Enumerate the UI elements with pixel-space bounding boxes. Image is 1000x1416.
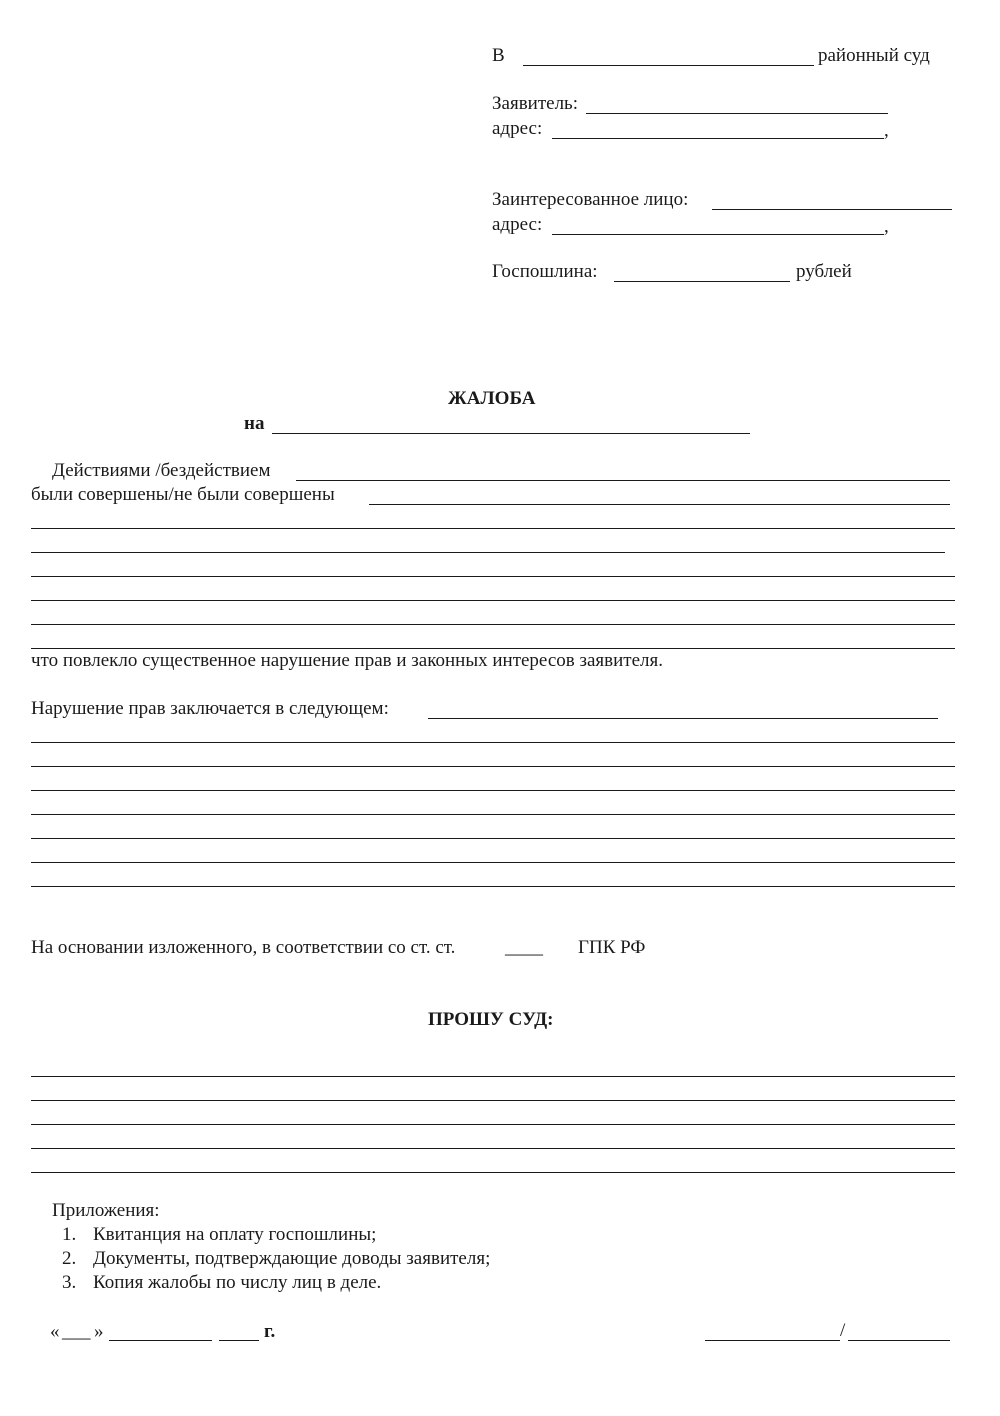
blank-line[interactable] — [31, 552, 945, 553]
article-blank[interactable]: ____ — [505, 937, 543, 958]
consequence-text: что повлекло существенное нарушение прав и законных интересов заявителя. — [31, 650, 664, 671]
blank-line[interactable] — [31, 862, 955, 863]
interested-party-address-label: адрес: — [492, 214, 543, 235]
date-year-field[interactable] — [219, 1340, 259, 1341]
actions-label: Действиями /бездействием — [52, 460, 271, 481]
blank-line[interactable] — [31, 886, 955, 887]
committed-label: были совершены/не были совершены — [31, 484, 335, 505]
complaint-subject-field[interactable] — [272, 433, 750, 434]
blank-line[interactable] — [31, 838, 955, 839]
interested-party-label: Заинтересованное лицо: — [492, 189, 689, 210]
blank-line[interactable] — [31, 766, 955, 767]
code-reference: ГПК РФ — [578, 937, 646, 958]
applicant-address-field[interactable] — [552, 138, 884, 139]
committed-field[interactable] — [369, 504, 950, 505]
attachment-item: Квитанция на оплату госпошлины; — [93, 1224, 377, 1245]
blank-line[interactable] — [31, 790, 955, 791]
blank-line[interactable] — [31, 814, 955, 815]
interested-party-field[interactable] — [712, 209, 952, 210]
court-prefix: В — [492, 45, 505, 66]
blank-line[interactable] — [31, 648, 955, 649]
attachments-title: Приложения: — [52, 1200, 160, 1221]
comma: , — [884, 216, 889, 237]
court-suffix: районный суд — [818, 45, 930, 66]
basis-text: На основании изложенного, в соответствии со ст. ст. — [31, 937, 456, 958]
date-month-field[interactable] — [109, 1340, 212, 1341]
actions-field[interactable] — [296, 480, 950, 481]
blank-line[interactable] — [31, 1076, 955, 1077]
violation-field[interactable] — [428, 718, 938, 719]
blank-line[interactable] — [31, 1148, 955, 1149]
date-close-quote: » — [94, 1321, 104, 1342]
interested-party-address-field[interactable] — [552, 234, 884, 235]
signature-field[interactable] — [705, 1340, 840, 1341]
blank-line[interactable] — [31, 528, 955, 529]
applicant-label: Заявитель: — [492, 93, 578, 114]
comma: , — [884, 120, 889, 141]
subject-prefix: на — [244, 413, 265, 434]
blank-line[interactable] — [31, 1124, 955, 1125]
blank-line[interactable] — [31, 576, 955, 577]
blank-line[interactable] — [31, 600, 955, 601]
blank-line[interactable] — [31, 624, 955, 625]
document-title: ЖАЛОБА — [448, 388, 536, 409]
request-title: ПРОШУ СУД: — [428, 1009, 554, 1030]
year-suffix: г. — [264, 1321, 276, 1342]
date-open-quote: « — [50, 1321, 60, 1342]
attachment-number: 2. — [62, 1248, 77, 1269]
date-day-field[interactable]: ___ — [62, 1321, 91, 1342]
attachment-item: Копия жалобы по числу лиц в деле. — [93, 1272, 382, 1293]
court-name-field[interactable] — [523, 65, 814, 66]
attachment-number: 1. — [62, 1224, 77, 1245]
signature-name-field[interactable] — [848, 1340, 950, 1341]
violation-label: Нарушение прав заключается в следующем: — [31, 698, 389, 719]
blank-line[interactable] — [31, 1100, 955, 1101]
state-fee-suffix: рублей — [796, 261, 852, 282]
state-fee-field[interactable] — [614, 281, 790, 282]
applicant-field[interactable] — [586, 113, 888, 114]
applicant-address-label: адрес: — [492, 118, 543, 139]
attachment-item: Документы, подтверждающие доводы заявителя; — [93, 1248, 491, 1269]
blank-line[interactable] — [31, 742, 955, 743]
attachment-number: 3. — [62, 1272, 77, 1293]
state-fee-label: Госпошлина: — [492, 261, 598, 282]
signature-slash: / — [840, 1320, 846, 1341]
blank-line[interactable] — [31, 1172, 955, 1173]
